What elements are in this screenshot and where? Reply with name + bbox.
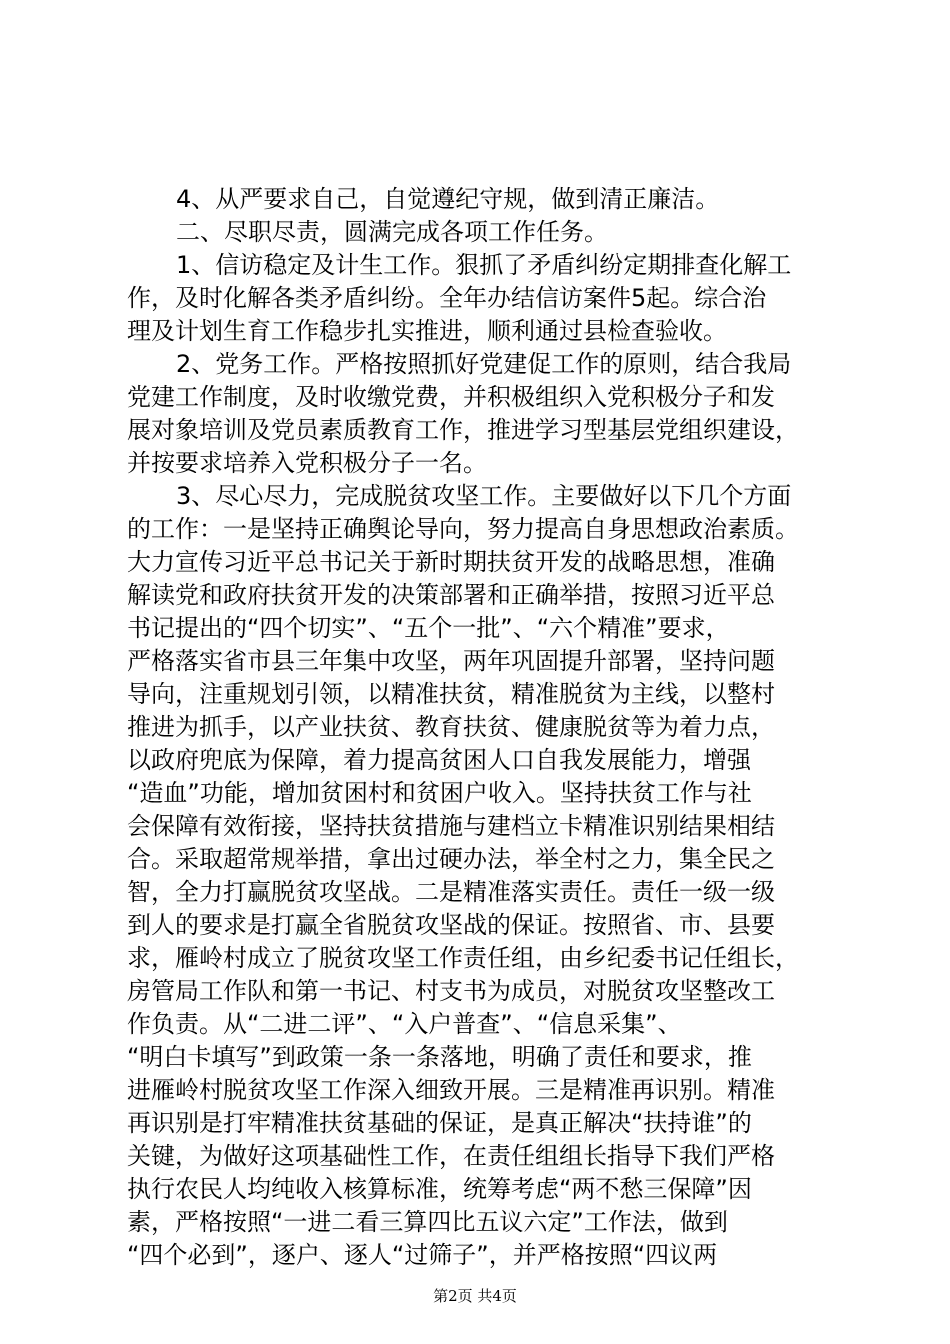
paragraph-line: 进雁岭村脱贫攻坚工作深入细致开展。三是精准再识别。精准 (127, 1076, 775, 1104)
paragraph-line: “造血”功能，增加贫困村和贫困户收入。坚持扶贫工作与社 (127, 779, 752, 807)
paragraph-line: 展对象培训及党员素质教育工作，推进学习型基层党组织建设， (127, 416, 799, 444)
paragraph-line: 书记提出的“四个切实”、“五个一批”、“六个精准”要求， (127, 614, 730, 642)
paragraph-line: “四个必到”，逐户、逐人“过筛子”，并严格按照“四议两 (127, 1241, 718, 1269)
paragraph-line: 作负责。从“二进二评”、“入户普查”、“信息采集”、 (127, 1010, 682, 1038)
paragraph-line: 到人的要求是打赢全省脱贫攻坚战的保证。按照省、市、县要 (127, 911, 775, 939)
paragraph-line: 房管局工作队和第一书记、村支书为成员，对脱贫攻坚整改工 (127, 977, 775, 1005)
paragraph-line: 并按要求培养入党积极分子一名。 (127, 449, 487, 477)
paragraph-line: 严格落实省市县三年集中攻坚，两年巩固提升部署，坚持问题 (127, 647, 775, 675)
paragraph-line: 合。采取超常规举措，拿出过硬办法，举全村之力，集全民之 (127, 845, 775, 873)
paragraph-line: 作，及时化解各类矛盾纠纷。全年办结信访案件5起。综合治 (127, 284, 767, 312)
paragraph-line: 大力宣传习近平总书记关于新时期扶贫开发的战略思想，准确 (127, 548, 775, 576)
paragraph-line: 关键，为做好这项基础性工作，在责任组组长指导下我们严格 (127, 1142, 775, 1170)
paragraph-line: 再识别是打牢精准扶贫基础的保证，是真正解决“扶持谁”的 (127, 1109, 752, 1137)
paragraph-line: 2、党务工作。严格按照抓好党建促工作的原则，结合我局 (176, 350, 792, 378)
section-heading: 二、尽职尽责，圆满完成各项工作任务。 (176, 218, 608, 246)
paragraph-line: 会保障有效衔接，坚持扶贫措施与建档立卡精准识别结果相结 (127, 812, 775, 840)
paragraph-line: 推进为抓手，以产业扶贫、教育扶贫、健康脱贫等为着力点， (127, 713, 775, 741)
paragraph-line: 素，严格按照“一进二看三算四比五议六定”工作法，做到 (127, 1208, 728, 1236)
paragraph-line: 导向，注重规划引领，以精准扶贫，精准脱贫为主线，以整村 (127, 680, 775, 708)
page-number-footer: 第2页 共4页 (433, 1287, 517, 1305)
paragraph-line: 4、从严要求自己，自觉遵纪守规，做到清正廉洁。 (176, 185, 720, 213)
paragraph-line: 执行农民人均纯收入核算标准，统筹考虑“两不愁三保障”因 (127, 1175, 752, 1203)
paragraph-line: 1、信访稳定及计生工作。狠抓了矛盾纠纷定期排查化解工 (176, 251, 792, 279)
paragraph-line: 理及计划生育工作稳步扎实推进，顺利通过县检查验收。 (127, 317, 727, 345)
paragraph-line: 解读党和政府扶贫开发的决策部署和正确举措，按照习近平总 (127, 581, 775, 609)
paragraph-line: “明白卡填写”到政策一条一条落地，明确了责任和要求，推 (127, 1043, 752, 1071)
paragraph-line: 3、尽心尽力，完成脱贫攻坚工作。主要做好以下几个方面 (176, 482, 792, 510)
paragraph-line: 求，雁岭村成立了脱贫攻坚工作责任组，由乡纪委书记任组长， (127, 944, 799, 972)
paragraph-line: 智，全力打赢脱贫攻坚战。二是精准落实责任。责任一级一级 (127, 878, 775, 906)
paragraph-line: 以政府兜底为保障，着力提高贫困人口自我发展能力，增强 (127, 746, 751, 774)
paragraph-line: 的工作：一是坚持正确舆论导向，努力提高自身思想政治素质。 (127, 515, 799, 543)
paragraph-line: 党建工作制度，及时收缴党费，并积极组织入党积极分子和发 (127, 383, 775, 411)
